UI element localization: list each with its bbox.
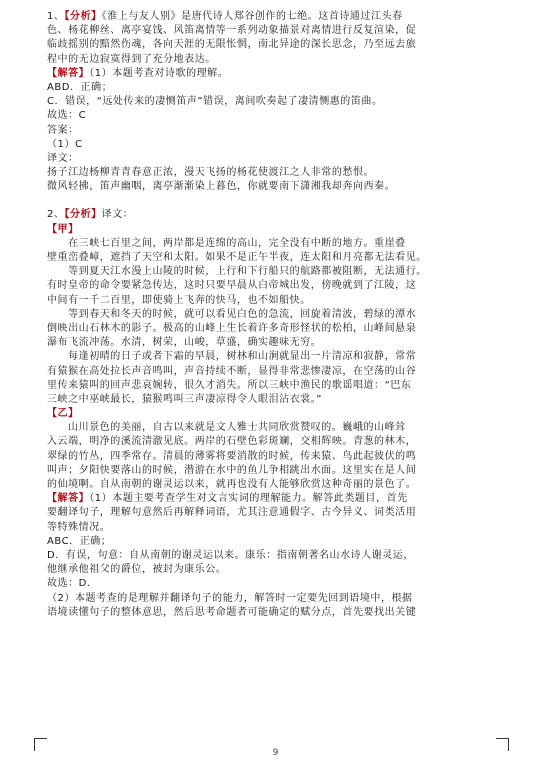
text-line [47, 606, 513, 620]
text-run: 要翻译句子，理解句意然后再解释词语，尤其注意通假字、古今异义、词类活用 [47, 507, 417, 519]
text-line [47, 138, 513, 152]
text-line [47, 294, 513, 308]
section-heading-label: 【解答】 [47, 493, 90, 505]
text-run: 语境读懂句子的整体意思，然后思考命题者可能确定的赋分点，首先要找出关键 [47, 606, 417, 618]
text-line [47, 81, 513, 95]
text-run: 故选：C [47, 110, 87, 122]
section-heading-label: 【分析】 [64, 209, 102, 221]
section-heading-label: 【乙】 [47, 408, 79, 420]
text-line [47, 10, 513, 24]
text-run: ABD．正确； [47, 81, 113, 93]
text-line [47, 237, 513, 251]
text-run: 他继承他祖父的爵位，被封为康乐公。 [47, 564, 227, 576]
text-line [47, 67, 513, 81]
text-line [47, 166, 513, 180]
text-line [47, 265, 513, 279]
text-run: 故选：D． [47, 578, 98, 590]
text-run: 临歧摇别的黯然伤魂，各向天涯的无限怅惘，南北异途的深长思念，乃至远去旅 [47, 39, 417, 51]
text-run: 有时皇帝的命令要紧急传达，这时只要早晨从白帝城出发，傍晚就到了江陵，这 [47, 280, 417, 292]
text-run: ABC．正确； [47, 535, 112, 547]
text-run: 山川景色的美丽，自古以来就是文人雅士共同欣赏赞叹的。巍峨的山峰耸 [47, 422, 406, 434]
text-run: 三峡之中巫峡最长，猿猴鸣叫三声凄凉得令人眼泪沾衣裳。” [47, 393, 323, 405]
text-run: （2）本题考查的是理解并翻译句子的能力，解答时一定要先回到语境中，根据 [47, 592, 413, 604]
answer-content [47, 10, 513, 620]
text-line [47, 379, 513, 393]
text-line [47, 208, 513, 222]
text-line [47, 365, 513, 379]
text-line [47, 124, 513, 138]
text-run: 有猿猴在高处拉长声音鸣叫，声音持续不断，显得非常悲惨凄凉，在空荡的山谷 [47, 365, 417, 377]
question-section-1 [47, 10, 513, 194]
text-run: 在三峡七百里之间，两岸都是连绵的高山，完全没有中断的地方。重崖叠 [47, 237, 406, 249]
section-heading-label: 【分析】 [64, 11, 102, 22]
page-number: 9 [272, 748, 279, 758]
text-line [47, 506, 513, 520]
text-run: 每逢初晴的日子或者下霜的早晨，树林和山涧就显出一片清凉和寂静，常常 [47, 351, 417, 363]
text-line [47, 350, 513, 364]
text-run: 等特殊情况。 [47, 521, 111, 533]
text-line [47, 251, 513, 265]
text-run: 里传来猿叫的回声悲哀婉转，很久才消失。所以三峡中渔民的歌谣唱道：“巴东 [47, 379, 412, 391]
text-run: 翠绿的竹丛，四季常存。清晨的薄雾将要消散的时候，传来猿、鸟此起彼伏的鸣 [47, 450, 417, 462]
text-line [47, 223, 513, 237]
text-line [47, 279, 513, 293]
text-run: 叫声；夕阳快要落山的时候，潜游在水中的鱼儿争相跳出水面。这里实在是人间 [47, 464, 417, 476]
text-line [47, 152, 513, 166]
text-line [47, 535, 513, 549]
text-line [47, 180, 513, 194]
text-run: 《淮上与友人别》是唐代诗人郑谷创作的七绝。这首诗通过江头春 [101, 11, 403, 22]
text-line [47, 521, 513, 535]
text-line [47, 464, 513, 478]
text-line [47, 435, 513, 449]
text-run: （1）C [47, 138, 83, 150]
question-section-2 [47, 208, 513, 619]
text-line [47, 38, 513, 52]
text-line [47, 336, 513, 350]
text-run: 微风轻拂，笛声幽咽，离亭渐渐染上暮色，你就要南下潇湘我却奔向西秦。 [47, 181, 396, 193]
text-line [47, 577, 513, 591]
text-run: 扬子江边杨柳青青春意正浓，漫天飞扬的杨花使渡江之人非常的愁恨。 [47, 167, 375, 179]
text-line [47, 109, 513, 123]
section-gap [47, 194, 513, 208]
text-run: 译文： [101, 209, 134, 221]
text-line [47, 24, 513, 38]
text-run: 1、 [47, 11, 65, 22]
text-run: 壁重峦叠嶂，遮挡了天空和太阳。如果不是正午半夜，连太阳和月亮都无法看见。 [47, 252, 427, 263]
text-run: 倒映出山石林木的影子。极高的山峰上生长着许多奇形怪状的松柏，山峰间悬泉 [47, 322, 417, 334]
text-line [47, 393, 513, 407]
text-line [47, 450, 513, 464]
text-run: 等到春天和冬天的时候，就可以看见白色的急流，回旋着清波，碧绿的潭水 [47, 308, 417, 320]
text-run: 等到夏天江水漫上山陵的时候，上行和下行船只的航路都被阻断，无法通行。 [47, 266, 427, 278]
text-run: 中间有一千二百里，即使骑上飞奔的快马，也不如船快。 [47, 294, 311, 306]
section-heading-label: 【解答】 [47, 67, 90, 79]
text-run: 色、杨花柳丝、离亭宴饯、风笛离情等一系列动象描景对离情进行反复渲染，促 [47, 25, 417, 37]
text-line [47, 308, 513, 322]
text-line [47, 492, 513, 506]
text-run: 的仙境啊。自从南朝的谢灵运以来，就再也没有人能够欣赏这种奇丽的景色了。 [47, 479, 417, 490]
text-run: 答案： [47, 124, 79, 136]
text-line [47, 549, 513, 563]
section-heading-label: 【甲】 [47, 223, 79, 235]
text-run: 瀑布飞流冲荡。水清，树荣，山峻，草盛，确实趣味无穷。 [47, 337, 322, 349]
text-line [47, 478, 513, 492]
text-run: C．错误，“远处传来的凄恻笛声”错误，离间吹奏起了凄清恻惠的笛曲。 [47, 96, 383, 108]
text-line [47, 421, 513, 435]
text-line [47, 53, 513, 67]
text-line [47, 592, 513, 606]
text-run: 入云端，明净的溪流清澈见底。两岸的石壁色彩斑斓，交相辉映。青葱的林木， [47, 436, 417, 448]
text-run: 2、 [47, 209, 65, 221]
text-line [47, 322, 513, 336]
text-run: 译文： [47, 152, 79, 164]
text-run: 程中的无边寂寞得到了充分地表达。 [47, 53, 216, 65]
text-run: （1）本题考查对诗歌的理解。 [89, 67, 229, 79]
text-line [47, 95, 513, 109]
text-line [47, 407, 513, 421]
text-run: （1）本题主要考查学生对文言实词的理解能力。解答此类题目，首先 [89, 493, 408, 505]
text-line [47, 563, 513, 577]
text-run: D．有误，句意：自从南朝的谢灵运以来。康乐：指南朝著名山水诗人谢灵运， [47, 549, 414, 561]
